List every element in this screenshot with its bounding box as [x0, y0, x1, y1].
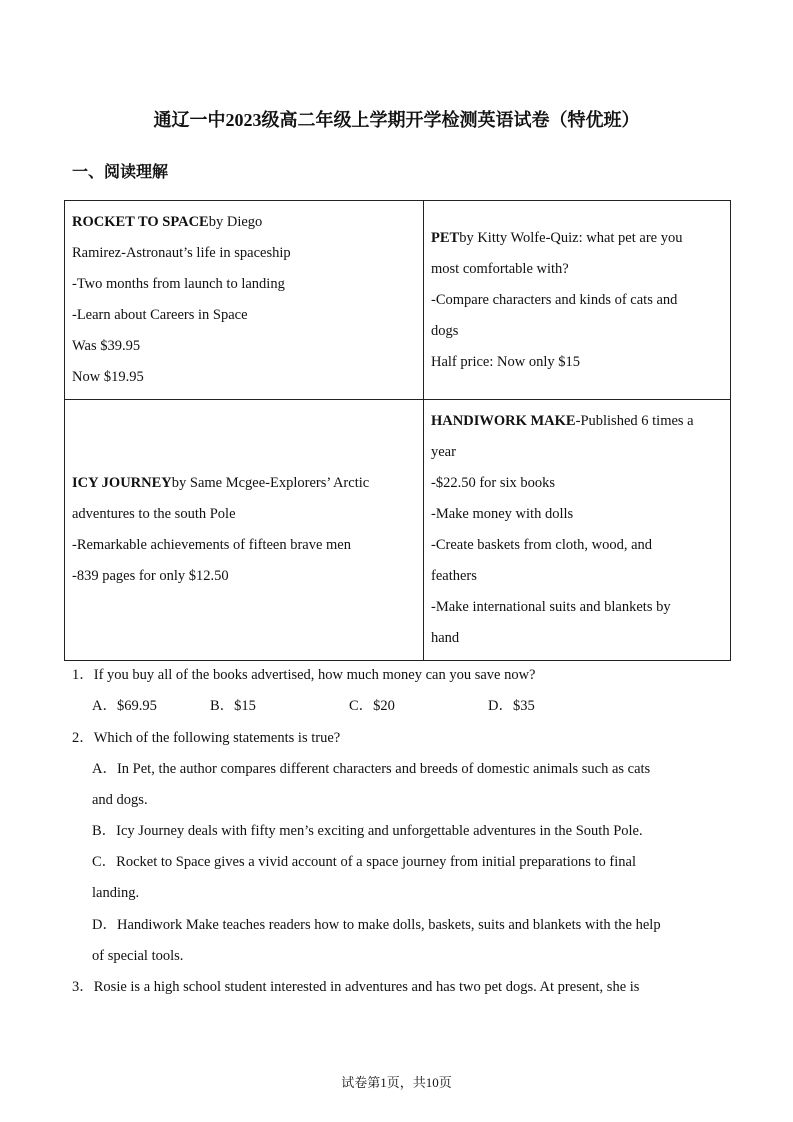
ad-line: most comfortable with?: [431, 260, 569, 277]
page-footer: 试卷第1页，共10页: [341, 1075, 452, 1090]
question-1-option-d: D．$35: [488, 698, 535, 714]
ad-line: year: [431, 444, 456, 460]
question-2-option-a: A．In Pet, the author compares different characters and breeds of domestic animals such as cats: [92, 761, 651, 777]
question-2-option-d-cont: of special tools.: [92, 948, 184, 964]
question-1-stem: 1．If you buy all of the books advertised, how much money can you save now?: [72, 667, 536, 683]
ad-line: feathers: [431, 568, 477, 584]
question-1-option-b: B．$15: [210, 698, 256, 714]
page-title: 通辽一中2023级高二年级上学期开学检测英语试卷（特优班）: [153, 110, 640, 130]
ad-line: -Learn about Careers in Space: [72, 307, 248, 323]
section-heading: 一、阅读理解: [72, 164, 169, 181]
ad-byline: -Published 6 times a: [575, 413, 694, 429]
ad-title: HANDIWORK MAKE: [431, 413, 576, 429]
ad-title: ICY JOURNEY: [72, 475, 172, 491]
question-2-option-c: C．Rocket to Space gives a vivid account of a space journey from initial preparations to final: [92, 854, 636, 870]
question-3-stem: 3．Rosie is a high school student interested in adventures and has two pet dogs. At present, she is: [72, 979, 640, 995]
ad-byline: by Same Mcgee-Explorers’ Arctic: [171, 475, 370, 491]
question-1-option-a: A．$69.95: [92, 698, 157, 714]
ad-line: -$22.50 for six books: [431, 475, 556, 491]
ad-line: Ramirez-Astronaut’s life in spaceship: [72, 245, 291, 261]
ad-line: Half price: Now only $15: [431, 353, 580, 370]
ad-line: Was $39.95: [72, 338, 141, 354]
ad-icy-journey: [65, 400, 424, 661]
question-2-option-b: B．Icy Journey deals with fifty men’s exciting and unforgettable adventures in the South Pole.: [92, 823, 643, 839]
ad-title: ROCKET TO SPACE: [72, 214, 209, 230]
ad-line: dogs: [431, 322, 459, 339]
ad-line: hand: [431, 630, 460, 646]
question-1-option-c: C．$20: [349, 698, 395, 714]
book-ads-table: [64, 200, 731, 661]
ad-line: -Create baskets from cloth, wood, and: [431, 537, 653, 553]
ad-byline: by Diego: [208, 214, 263, 230]
ad-pet: [424, 201, 731, 400]
ad-rocket-to-space: [65, 201, 424, 400]
ad-line: -Remarkable achievements of fifteen brave men: [72, 537, 351, 553]
ad-line: Now $19.95: [72, 369, 144, 385]
ad-line: -839 pages for only $12.50: [72, 568, 229, 584]
question-2-option-d: D．Handiwork Make teaches readers how to make dolls, baskets, suits and blankets with the help: [92, 917, 661, 933]
ad-line: -Compare characters and kinds of cats and: [431, 291, 678, 308]
question-2-option-c-cont: landing.: [92, 885, 140, 901]
ad-handiwork-make: [424, 400, 731, 661]
ad-title: PET: [431, 229, 460, 246]
question-2-stem: 2．Which of the following statements is true?: [72, 730, 341, 746]
ad-line: -Two months from launch to landing: [72, 276, 285, 292]
question-2-option-a-cont: and dogs.: [92, 792, 148, 808]
ad-line: adventures to the south Pole: [72, 506, 236, 522]
ad-byline: by Kitty Wolfe-Quiz: what pet are you: [459, 229, 683, 246]
ad-line: -Make money with dolls: [431, 506, 574, 522]
ad-line: -Make international suits and blankets by: [431, 599, 671, 615]
